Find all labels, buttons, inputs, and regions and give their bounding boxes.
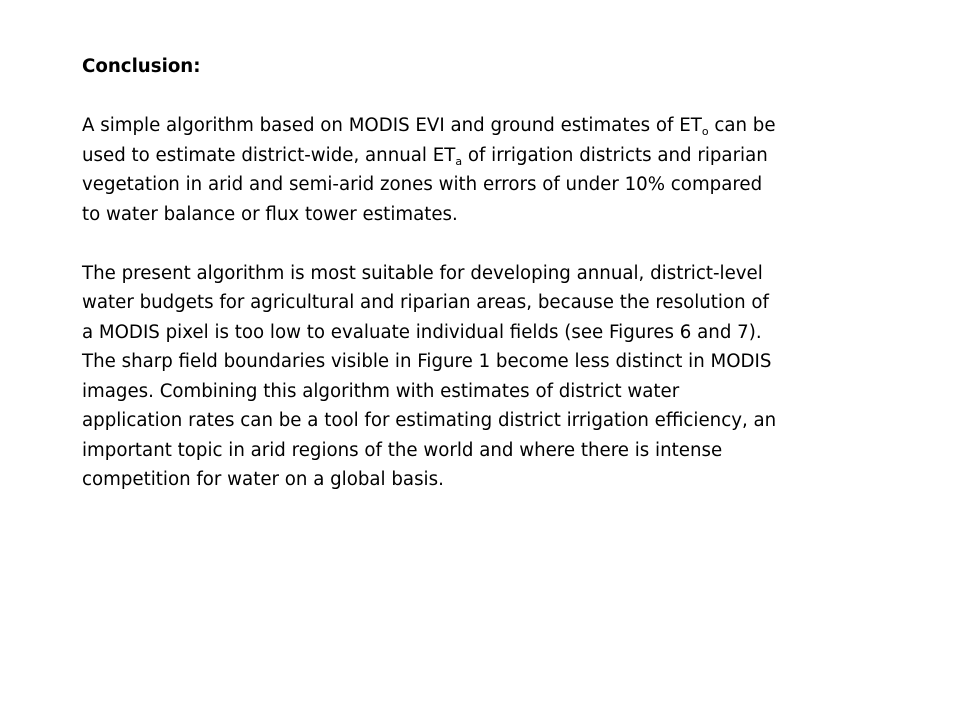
- paragraph-2-line: The present algorithm is most suitable for developing annual, district-level: [82, 262, 763, 284]
- paragraph-1-line-3: vegetation in arid and semi-arid zones with errors of under 10% compared: [82, 174, 763, 195]
- paragraph-2-line: a MODIS pixel is too low to evaluate individual fields (see Figures 6 and 7).: [82, 321, 762, 343]
- paragraph-1-line-2: [82, 141, 822, 171]
- paragraph-2: [82, 259, 822, 495]
- subscript-a: a: [455, 154, 463, 168]
- text-segment: used to estimate district-wide, annual ET: [82, 144, 456, 166]
- paragraph-1: [82, 111, 822, 229]
- text-segment: of irrigation districts and riparian: [462, 144, 768, 166]
- paragraph-2-line: important topic in arid regions of the world and where there is intense: [82, 439, 723, 461]
- paragraph-2-line: application rates can be a tool for estimating district irrigation efficiency, an: [82, 410, 777, 431]
- paragraph-1-line-4: to water balance or flux tower estimates.: [82, 203, 458, 225]
- subscript-o: o: [701, 125, 709, 138]
- conclusion-heading: Conclusion:: [82, 56, 201, 77]
- paragraph-2-line: water budgets for agricultural and riparian areas, because the resolution of: [82, 292, 769, 313]
- slide-body: [82, 52, 822, 524]
- text-segment: A simple algorithm based on MODIS EVI and ground estimates of ET: [82, 115, 702, 136]
- paragraph-2-line: images. Combining this algorithm with estimates of district water: [82, 380, 680, 402]
- paragraph-1-line-1: [82, 111, 822, 141]
- paragraph-2-line: The sharp field boundaries visible in Figure 1 become less distinct in MODIS: [82, 351, 772, 372]
- paragraph-2-line: competition for water on a global basis.: [82, 469, 444, 490]
- text-segment: can be: [708, 115, 776, 136]
